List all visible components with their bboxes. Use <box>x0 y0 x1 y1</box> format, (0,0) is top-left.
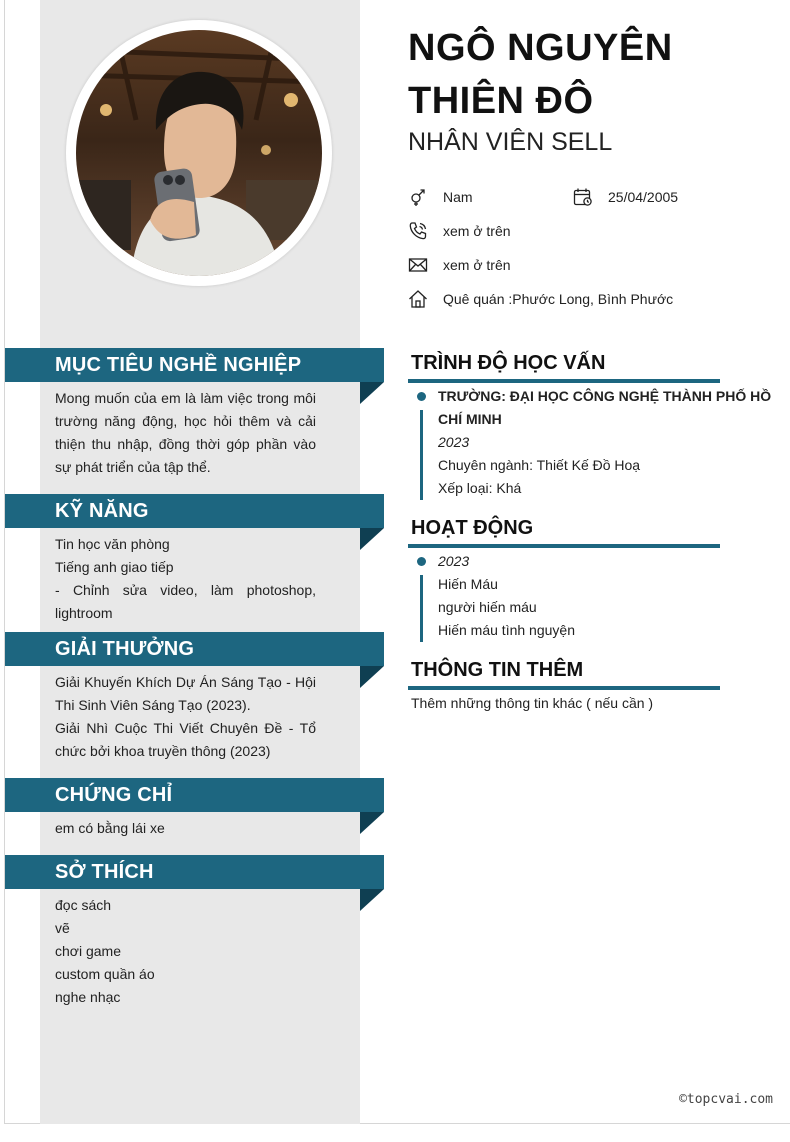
education-school: TRƯỜNG: ĐẠI HỌC CÔNG NGHỆ THÀNH PHỐ HỒ CHÍ MINH <box>438 388 772 427</box>
skills-list <box>55 533 316 625</box>
birthdate-value: 25/04/2005 <box>608 189 679 205</box>
additional-heading: THÔNG TIN THÊM <box>411 659 584 681</box>
hobby-item: chơi game <box>55 943 121 959</box>
education-underline <box>408 379 720 383</box>
additional-underline <box>408 686 720 690</box>
hobby-item: nghe nhạc <box>55 989 121 1005</box>
hometown-value: Quê quán :Phước Long, Bình Phước <box>443 291 674 307</box>
email-value: xem ở trên <box>443 257 511 273</box>
activities-underline <box>408 544 720 548</box>
hobby-item: custom quần áo <box>55 966 155 982</box>
awards-heading: GIẢI THƯỞNG <box>5 632 384 666</box>
email-row <box>408 255 511 275</box>
phone-value: xem ở trên <box>443 223 511 239</box>
hobby-item: vẽ <box>55 920 70 936</box>
hobbies-heading: SỞ THÍCH <box>5 855 384 889</box>
birthdate-row <box>573 187 678 207</box>
skill-item: - Chỉnh sửa video, làm photoshop, lightroom <box>55 582 316 621</box>
home-icon <box>408 289 428 309</box>
skill-item: Tiếng anh giao tiếp <box>55 559 174 575</box>
activity-description: Hiến máu tình nguyện <box>438 622 575 638</box>
hometown-row <box>408 289 673 309</box>
hobbies-ribbon-fold <box>360 889 384 911</box>
education-rank: Xếp loại: Khá <box>438 480 522 496</box>
hobbies-list <box>55 894 316 1009</box>
activities-bullet <box>417 557 426 566</box>
phone-icon <box>408 221 428 241</box>
certificates-heading: CHỨNG CHỈ <box>5 778 384 812</box>
calendar-icon <box>573 187 593 207</box>
education-bullet <box>417 392 426 401</box>
activities-timeline-bar <box>420 575 423 642</box>
awards-list <box>55 671 316 763</box>
skills-heading: KỸ NĂNG <box>5 494 384 528</box>
awards-ribbon-fold <box>360 666 384 688</box>
education-heading: TRÌNH ĐỘ HỌC VẤN <box>411 352 606 374</box>
skills-ribbon-fold <box>360 528 384 550</box>
certificates-ribbon-fold <box>360 812 384 834</box>
activities-heading: HOẠT ĐỘNG <box>411 517 534 539</box>
certificate-item: em có bằng lái xe <box>55 820 165 836</box>
additional-text: Thêm những thông tin khác ( nếu cần ) <box>411 695 654 711</box>
avatar <box>66 20 332 286</box>
name-line-1: NGÔ NGUYÊN <box>408 27 673 69</box>
education-major: Chuyên ngành: Thiết Kế Đồ Hoạ <box>438 457 641 473</box>
full-name <box>408 22 778 128</box>
gender-row <box>408 187 473 207</box>
name-line-2: THIÊN ĐÔ <box>408 80 594 122</box>
award-item: Giải Nhì Cuộc Thi Viết Chuyên Đề - Tổ chức bởi khoa truyền thông (2023) <box>55 720 316 759</box>
skill-item: Tin học văn phòng <box>55 536 170 552</box>
phone-row <box>408 221 511 241</box>
job-title: NHÂN VIÊN SELL <box>408 128 613 156</box>
objective-heading: MỤC TIÊU NGHỀ NGHIỆP <box>5 348 384 382</box>
certificates-list <box>55 817 316 840</box>
gender-value: Nam <box>443 189 473 205</box>
activity-name: Hiến Máu <box>438 576 498 592</box>
envelope-icon <box>408 255 428 275</box>
hobby-item: đọc sách <box>55 897 112 913</box>
activity-role: người hiến máu <box>438 599 537 615</box>
watermark: ©topcvai.com <box>679 1092 773 1107</box>
activity-year: 2023 <box>438 553 470 569</box>
education-timeline-bar <box>420 410 423 500</box>
education-year: 2023 <box>438 434 470 450</box>
objective-text: Mong muốn của em là làm việc trong môi trường năng động, học hỏi thêm và cải thiện thu nhập, đồng thời góp phần vào sự phát triển của tập thể. <box>55 390 316 475</box>
profile-photo <box>76 30 322 276</box>
gender-icon <box>408 187 428 207</box>
award-item: Giải Khuyến Khích Dự Án Sáng Tạo - Hội Thi Sinh Viên Sáng Tạo (2023). <box>55 674 316 713</box>
objective-ribbon-fold <box>360 382 384 404</box>
